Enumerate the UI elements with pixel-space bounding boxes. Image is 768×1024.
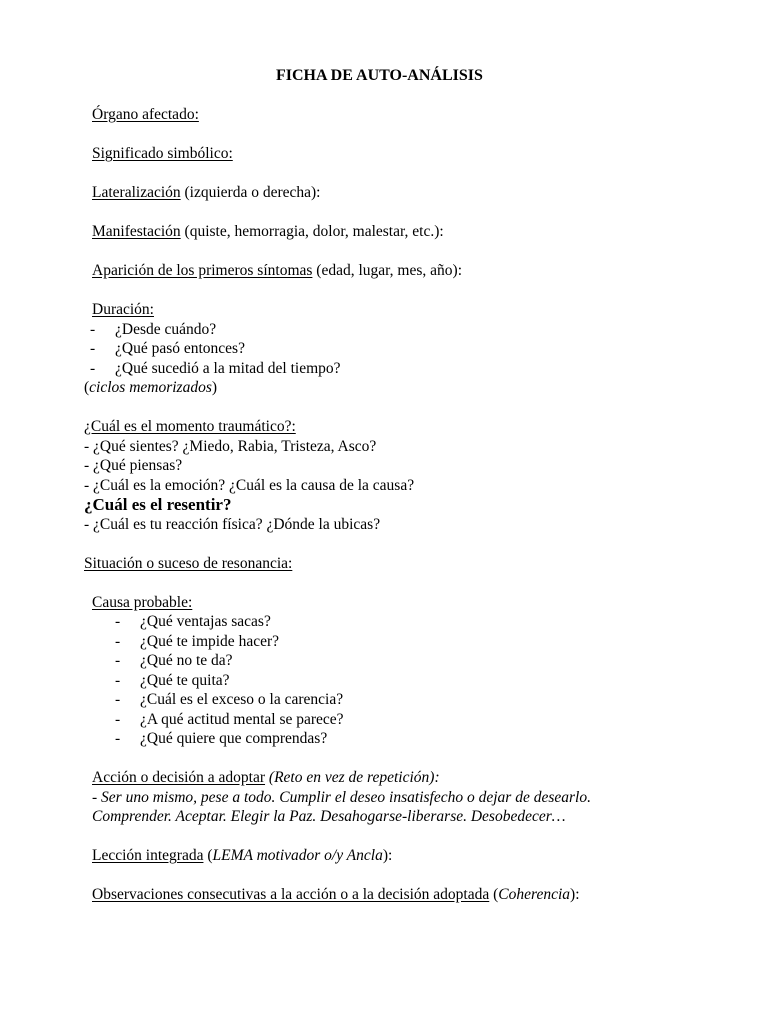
manifestacion-line [92,222,444,241]
momento-item: - ¿Qué sientes? ¿Miedo, Rabia, Tristeza, Asco? [84,438,377,455]
causa-item: - ¿Qué ventajas sacas? [115,613,271,630]
causa-item: - ¿Qué te quita? [115,672,230,689]
duracion-item: - ¿Qué pasó entonces? [90,340,245,357]
accion-detail-2: Comprender. Aceptar. Elegir la Paz. Desahogarse-liberarse. Desobedecer… [92,808,566,825]
accion-note: (Reto en vez de repetición): [265,769,440,786]
causa-item: - ¿A qué actitud mental se parece? [115,711,344,728]
duracion-item: - ¿Desde cuándo? [90,321,217,338]
observaciones-line: Observaciones consecutivas a la acción o a la decisión adoptada (Coherencia): [92,886,580,903]
lateralizacion-label: Lateralización [92,184,181,201]
manifestacion-detail: (quiste, hemorragia, dolor, malestar, etc.): [180,223,444,240]
manifestacion-label: Manifestación [92,223,181,240]
lateralizacion-line [92,183,321,202]
leccion-label: Lección integrada [92,847,204,864]
aparicion-label: Aparición de los primeros síntomas [92,262,313,279]
duracion-note: (ciclos memorizados) [84,379,218,396]
momento-label: ¿Cuál es el momento traumático?: [84,418,296,435]
momento-item: - ¿Cuál es la emoción? ¿Cuál es la causa de la causa? [84,477,415,494]
aparicion-line [92,261,462,280]
causa-label: Causa probable: [92,594,193,611]
causa-item: - ¿Qué te impide hacer? [115,633,279,650]
leccion-line: Lección integrada (LEMA motivador o/y Ancla): [92,847,393,864]
momento-item: - ¿Qué piensas? [84,457,183,474]
observaciones-label: Observaciones consecutivas a la acción o a la decisión adoptada [92,886,490,903]
duracion-item: - ¿Qué sucedió a la mitad del tiempo? [90,360,341,377]
causa-item: - ¿Qué no te da? [115,652,233,669]
leccion-note: LEMA motivador o/y Ancla [212,847,383,864]
situacion-label: Situación o suceso de resonancia: [84,555,293,572]
aparicion-detail: (edad, lugar, mes, año): [312,262,462,279]
momento-item: - ¿Cuál es tu reacción física? ¿Dónde la ubicas? [84,516,381,533]
observaciones-note: Coherencia [498,886,571,903]
resentir-question: ¿Cuál es el resentir? [84,495,232,514]
duracion-label: Duración: [92,301,154,318]
lateralizacion-detail: (izquierda o derecha): [180,184,321,201]
accion-line [92,768,440,787]
causa-item: - ¿Cuál es el exceso o la carencia? [115,691,344,708]
page-title: FICHA DE AUTO-ANÁLISIS [276,67,483,84]
causa-item: - ¿Qué quiere que comprendas? [115,730,328,747]
organo-label: Órgano afectado: [92,106,199,123]
accion-label: Acción o decisión a adoptar [92,769,266,786]
accion-detail-1: - Ser uno mismo, pese a todo. Cumplir el deseo insatisfecho o dejar de desearlo. [92,789,591,806]
significado-label: Significado simbólico: [92,145,233,162]
